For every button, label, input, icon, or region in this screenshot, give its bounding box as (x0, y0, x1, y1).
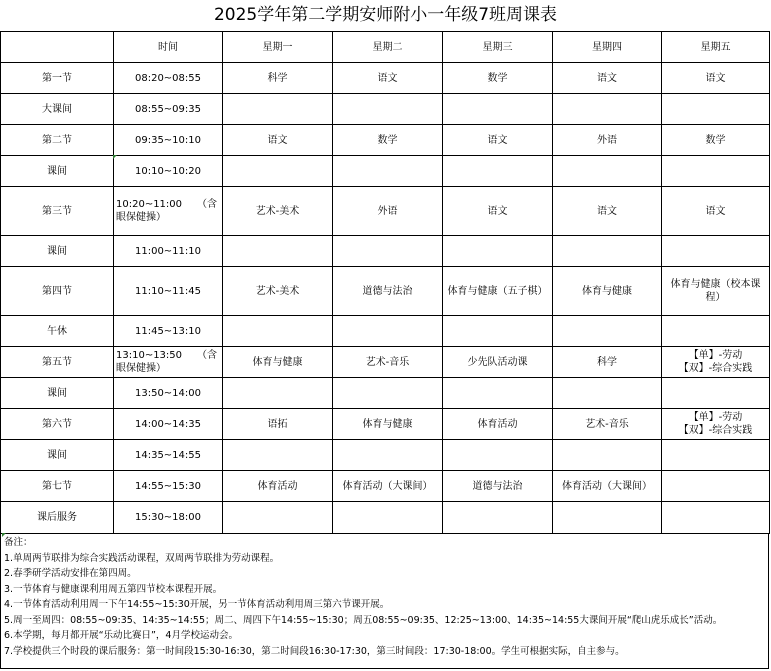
period-cell: 第六节 (1, 409, 114, 440)
period-cell: 第二节 (1, 125, 114, 156)
period-cell: 课间 (1, 236, 114, 267)
monday-cell (223, 440, 333, 471)
header-tuesday: 星期二 (333, 32, 443, 63)
tuesday-cell (333, 316, 443, 347)
schedule-row (1, 440, 770, 471)
friday-cell: 语文 (662, 187, 770, 236)
tuesday-cell: 外语 (333, 187, 443, 236)
thursday-cell (553, 236, 662, 267)
tuesday-cell (333, 94, 443, 125)
notes-heading: 备注： (4, 537, 33, 548)
header-thursday: 星期四 (553, 32, 662, 63)
header-monday: 星期一 (223, 32, 333, 63)
period-cell: 午休 (1, 316, 114, 347)
schedule-row (1, 316, 770, 347)
note-line: 6.本学期，每月都开展“乐动比赛日”，4月学校运动会。 (4, 630, 238, 641)
monday-cell: 体育活动 (223, 471, 333, 502)
period-cell: 课后服务 (1, 502, 114, 534)
schedule-row (1, 94, 770, 125)
cell-indicator-icon (113, 155, 117, 159)
monday-cell: 科学 (223, 63, 333, 94)
time-cell: 11:45~13:10 (114, 316, 223, 347)
time-cell: 11:00~11:10 (114, 236, 223, 267)
note-line: 1.单周两节联排为综合实践活动课程，双周两节联排为劳动课程。 (4, 552, 280, 564)
friday-cell (662, 94, 770, 125)
tuesday-cell: 数学 (333, 125, 443, 156)
wednesday-cell: 数学 (443, 63, 553, 94)
monday-cell: 语文 (223, 125, 333, 156)
monday-cell (223, 316, 333, 347)
friday-cell: 体育与健康（校本课程） (662, 267, 770, 316)
note-line: 3.一节体育与健康课利用周五第四节校本课程开展。 (4, 583, 223, 595)
header-wednesday: 星期三 (443, 32, 553, 63)
monday-cell: 体育与健康 (223, 347, 333, 378)
note-line: 4.一节体育活动利用周一下午14:55~15:30开展，另一节体育活动利用周三第六节课开展。 (4, 599, 390, 610)
thursday-cell (553, 378, 662, 409)
period-cell: 课间 (1, 156, 114, 187)
monday-cell (223, 502, 333, 534)
time-cell: 11:10~11:45 (114, 267, 223, 316)
monday-cell (223, 94, 333, 125)
schedule-row (1, 409, 770, 440)
schedule-row (1, 63, 770, 94)
time-cell: 13:10~13:50 （含眼保健操） (114, 347, 223, 378)
friday-cell (662, 236, 770, 267)
schedule-row (1, 267, 770, 316)
period-cell: 第五节 (1, 347, 114, 378)
schedule-row (1, 378, 770, 409)
period-cell: 第七节 (1, 471, 114, 502)
wednesday-cell (443, 156, 553, 187)
schedule-row (1, 236, 770, 267)
thursday-cell: 科学 (553, 347, 662, 378)
tuesday-cell (333, 236, 443, 267)
monday-cell (223, 236, 333, 267)
period-cell: 第四节 (1, 267, 114, 316)
wednesday-cell: 体育活动 (443, 409, 553, 440)
time-cell: 08:20~08:55 (114, 63, 223, 94)
thursday-cell: 艺术-音乐 (553, 409, 662, 440)
period-cell: 第三节 (1, 187, 114, 236)
friday-cell: 语文 (662, 63, 770, 94)
wednesday-cell: 少先队活动课 (443, 347, 553, 378)
thursday-cell (553, 156, 662, 187)
time-cell: 10:20~11:00 （含眼保健操） (114, 187, 223, 236)
friday-cell: 【单】-劳动 【双】-综合实践 (662, 409, 770, 440)
monday-cell: 艺术-美术 (223, 267, 333, 316)
time-cell: 09:35~10:10 (114, 125, 223, 156)
note-line: 5.周一至周四：08:55~09:35、14:35~14:55；周二、周四下午14:55~15:30；周五08:55~09:35、12:25~13:00、14:35~14:55大课间开展“爬山虎乐成长”活动。 (4, 614, 723, 626)
monday-cell (223, 156, 333, 187)
cell-indicator-icon (2, 533, 6, 537)
schedule-row (1, 347, 770, 378)
wednesday-cell (443, 236, 553, 267)
header-time: 时间 (114, 32, 223, 63)
schedule-row (1, 471, 770, 502)
time-cell: 14:35~14:55 (114, 440, 223, 471)
friday-cell: 数学 (662, 125, 770, 156)
note-line: 7.学校提供三个时段的课后服务：第一时间段15:30-16:30，第二时间段16:30-17:30，第三时间段：17:30-18:00。学生可根据实际，自主参与。 (4, 645, 625, 657)
page-title: 2025学年第二学期安师附小一年级7班周课表 (213, 5, 558, 25)
header-corner (1, 32, 114, 63)
period-cell: 课间 (1, 440, 114, 471)
notes-section (0, 533, 769, 669)
time-cell: 15:30~18:00 (114, 502, 223, 534)
time-cell: 13:50~14:00 (114, 378, 223, 409)
tuesday-cell: 道德与法治 (333, 267, 443, 316)
tuesday-cell (333, 378, 443, 409)
wednesday-cell (443, 378, 553, 409)
friday-cell (662, 502, 770, 534)
tuesday-cell: 语文 (333, 63, 443, 94)
time-cell: 10:10~10:20 (114, 156, 223, 187)
thursday-cell: 语文 (553, 187, 662, 236)
tuesday-cell (333, 440, 443, 471)
tuesday-cell (333, 502, 443, 534)
monday-cell: 语拓 (223, 409, 333, 440)
wednesday-cell (443, 440, 553, 471)
friday-cell (662, 156, 770, 187)
thursday-cell: 语文 (553, 63, 662, 94)
note-line: 2.春季研学活动安排在第四周。 (4, 568, 137, 579)
schedule-row (1, 502, 770, 534)
thursday-cell: 体育活动（大课间） (553, 471, 662, 502)
time-cell: 14:55~15:30 (114, 471, 223, 502)
tuesday-cell: 体育活动（大课间） (333, 471, 443, 502)
thursday-cell (553, 94, 662, 125)
time-cell: 08:55~09:35 (114, 94, 223, 125)
period-cell: 课间 (1, 378, 114, 409)
friday-cell (662, 316, 770, 347)
schedule-row (1, 125, 770, 156)
friday-cell (662, 378, 770, 409)
thursday-cell: 外语 (553, 125, 662, 156)
tuesday-cell (333, 156, 443, 187)
schedule-row (1, 156, 770, 187)
schedule-table (0, 31, 770, 534)
schedule-row (1, 187, 770, 236)
friday-cell (662, 440, 770, 471)
tuesday-cell: 艺术-音乐 (333, 347, 443, 378)
wednesday-cell (443, 316, 553, 347)
wednesday-cell: 语文 (443, 187, 553, 236)
thursday-cell: 体育与健康 (553, 267, 662, 316)
wednesday-cell (443, 94, 553, 125)
thursday-cell (553, 440, 662, 471)
wednesday-cell: 道德与法治 (443, 471, 553, 502)
wednesday-cell (443, 502, 553, 534)
period-cell: 第一节 (1, 63, 114, 94)
monday-cell (223, 378, 333, 409)
tuesday-cell: 体育与健康 (333, 409, 443, 440)
header-friday: 星期五 (662, 32, 770, 63)
wednesday-cell: 体育与健康（五子棋） (443, 267, 553, 316)
monday-cell: 艺术-美术 (223, 187, 333, 236)
thursday-cell (553, 316, 662, 347)
friday-cell: 【单】-劳动 【双】-综合实践 (662, 347, 770, 378)
wednesday-cell: 语文 (443, 125, 553, 156)
friday-cell (662, 471, 770, 502)
header-row (1, 32, 770, 63)
schedule-body (1, 32, 770, 534)
time-cell: 14:00~14:35 (114, 409, 223, 440)
thursday-cell (553, 502, 662, 534)
period-cell: 大课间 (1, 94, 114, 125)
